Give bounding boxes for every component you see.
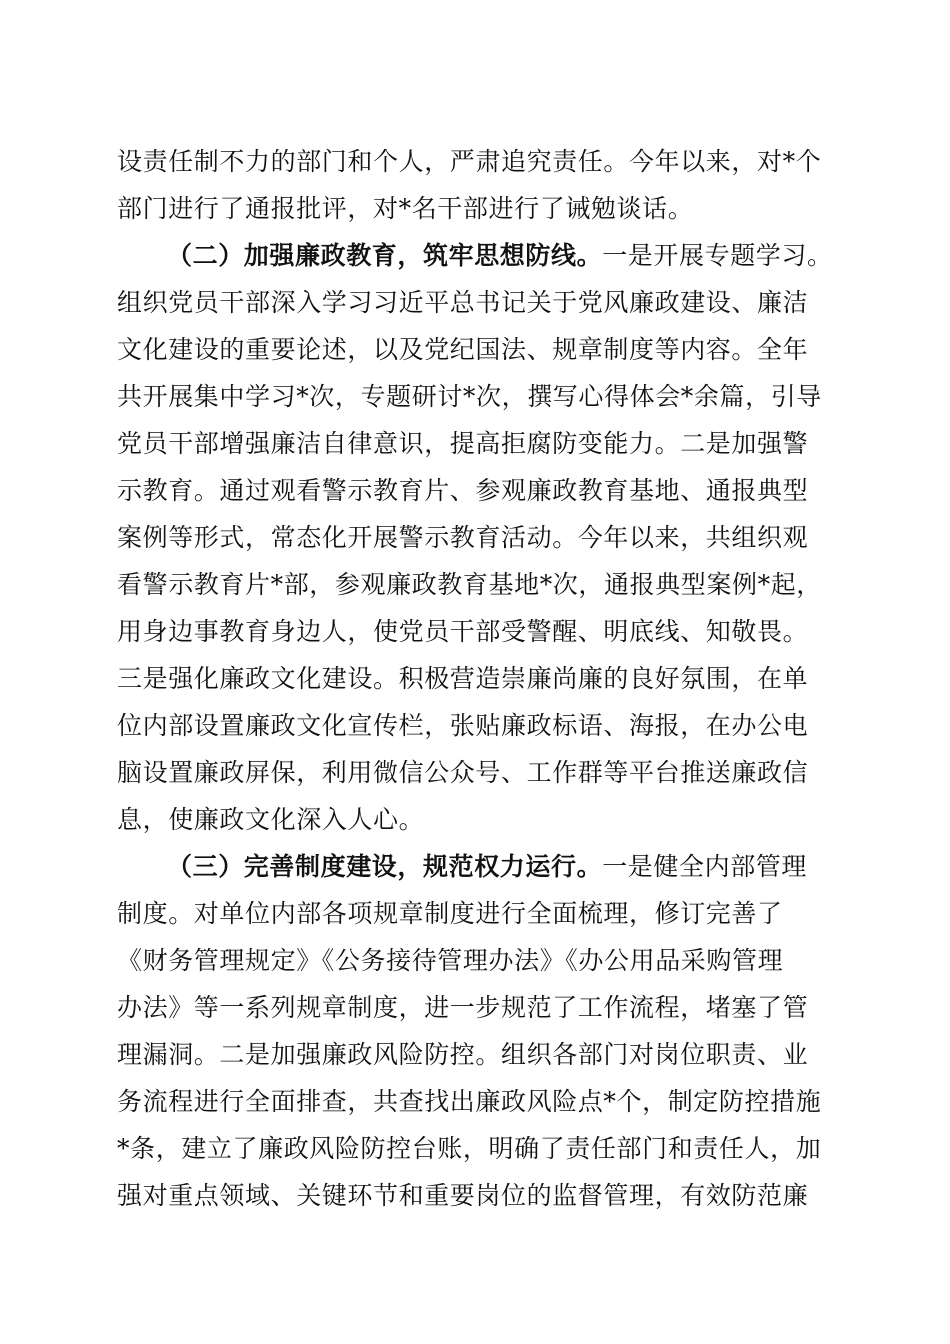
paragraph-line: *条，建立了廉政风险防控台账，明确了责任部门和责任人，加 [117,1134,822,1163]
paragraph-line: 党员干部增强廉洁自律意识，提高拒腐防变能力。二是加强警 [117,429,809,458]
paragraph-line: 强对重点领域、关键环节和重要岗位的监督管理，有效防范廉 [117,1181,809,1210]
paragraph-line: 理漏洞。二是加强廉政风险防控。组织各部门对岗位职责、业 [117,1040,809,1069]
paragraph-line: 示教育。通过观看警示教育片、参观廉政教育基地、通报典型 [117,476,809,505]
paragraph-first-line [167,851,847,883]
paragraph-line: 办法》等一系列规章制度，进一步规范了工作流程，堵塞了管 [117,993,809,1022]
paragraph-line: 部门进行了通报批评，对*名干部进行了诫勉谈话。 [117,194,694,223]
paragraph-line: 制度。对单位内部各项规章制度进行全面梳理，修订完善了 [117,899,783,928]
paragraph-line: 用身边事教育身边人，使党员干部受警醒、明底线、知敬畏。 [117,617,809,646]
paragraph-line: 三是强化廉政文化建设。积极营造崇廉尚廉的良好氛围，在单 [117,664,809,693]
paragraph-line: 案例等形式，常态化开展警示教育活动。今年以来，共组织观 [117,523,809,552]
paragraph-line: 务流程进行全面排查，共查找出廉政风险点*个，制定防控措施 [117,1087,822,1116]
section-heading: （三）完善制度建设，规范权力运行。 [167,852,603,881]
paragraph-line: 组织党员干部深入学习习近平总书记关于党风廉政建设、廉洁 [117,288,809,317]
paragraph-line: 共开展集中学习*次，专题研讨*次，撰写心得体会*余篇，引导 [117,382,822,411]
paragraph-line: 位内部设置廉政文化宣传栏，张贴廉政标语、海报，在办公电 [117,711,809,740]
paragraph-line: 息，使廉政文化深入人心。 [117,805,425,834]
paragraph-first-line [167,240,847,272]
paragraph-text: 一是开展专题学习。 [602,241,833,270]
paragraph-line: 设责任制不力的部门和个人，严肃追究责任。今年以来，对*个 [117,147,822,176]
section-heading: （二）加强廉政教育，筑牢思想防线。 [167,241,603,270]
paragraph-line: 看警示教育片*部，参观廉政教育基地*次，通报典型案例*起， [117,570,822,599]
paragraph-line: 文化建设的重要论述，以及党纪国法、规章制度等内容。全年 [117,335,809,364]
paragraph-text: 一是健全内部管理 [602,852,808,881]
paragraph-line: 《财务管理规定》《公务接待管理办法》《办公用品采购管理 [117,946,784,975]
paragraph-line: 脑设置廉政屏保，利用微信公众号、工作群等平台推送廉政信 [117,758,809,787]
